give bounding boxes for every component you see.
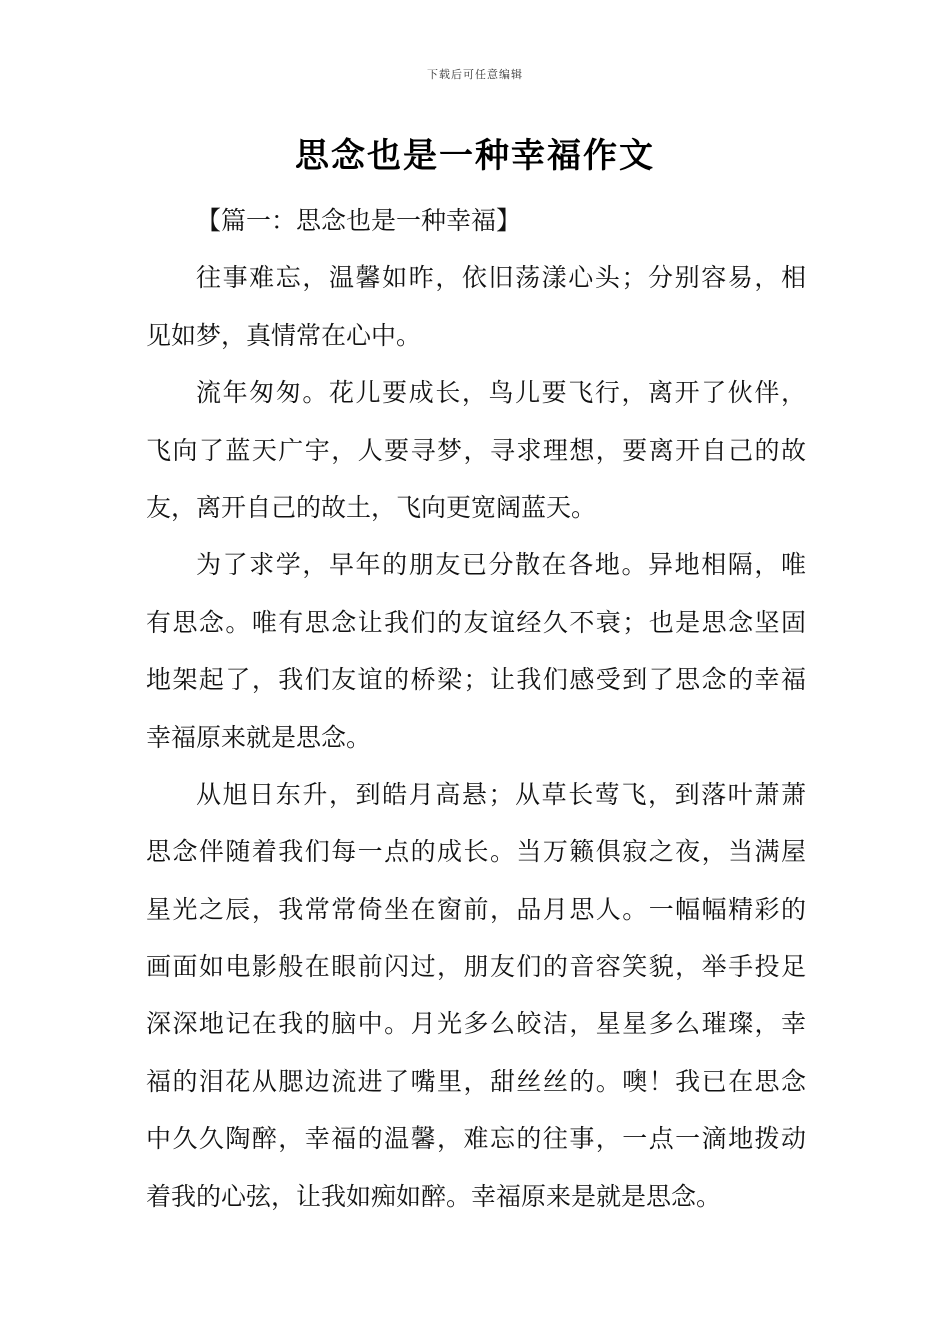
paragraph-line: 思念伴随着我们每一点的成长。当万籁俱寂之夜，当满屋 (146, 837, 806, 867)
header-note: 下载后可任意编辑 (427, 68, 523, 81)
paragraph-line: 幸福原来就是思念。 (146, 722, 372, 752)
paragraph-line: 中久久陶醉，幸福的温馨，难忘的往事，一点一滴地拨动 (146, 1124, 806, 1154)
paragraph-line: 从旭日东升，到皓月高悬；从草长莺飞，到落叶萧萧 (196, 779, 806, 809)
paragraph-line: 见如梦，真情常在心中。 (146, 320, 422, 350)
paragraph-line: 星光之辰，我常常倚坐在窗前，品月思人。一幅幅精彩的 (146, 894, 806, 924)
document-body (146, 198, 806, 1231)
paragraph-line: 流年匆匆。花儿要成长，鸟儿要飞行，离开了伙伴， (196, 378, 806, 408)
paragraph-line: 深深地记在我的脑中。月光多么皎洁，星星多么璀璨，幸 (146, 1009, 806, 1039)
document-title: 思念也是一种幸福作文 (295, 136, 655, 176)
section-heading: 【篇一：思念也是一种幸福】 (196, 206, 522, 235)
paragraph-line: 飞向了蓝天广宇，人要寻梦，寻求理想，要离开自己的故 (146, 435, 806, 465)
paragraph-line: 地架起了，我们友谊的桥梁；让我们感受到了思念的幸福 (146, 665, 806, 695)
paragraph-line: 友，离开自己的故土，飞向更宽阔蓝天。 (146, 492, 597, 522)
paragraph-line: 为了求学，早年的朋友已分散在各地。异地相隔，唯 (196, 550, 806, 580)
paragraph-line: 往事难忘，温馨如昨，依旧荡漾心头；分别容易，相 (196, 263, 806, 293)
paragraph-line: 画面如电影般在眼前闪过，朋友们的音容笑貌，举手投足 (146, 952, 806, 982)
paragraph-line: 着我的心弦，让我如痴如醉。幸福原来是就是思念。 (146, 1181, 722, 1211)
paragraph-line: 福的泪花从腮边流进了嘴里，甜丝丝的。噢！我已在思念 (146, 1066, 806, 1096)
paragraph-line: 有思念。唯有思念让我们的友谊经久不衰；也是思念坚固 (146, 607, 806, 637)
